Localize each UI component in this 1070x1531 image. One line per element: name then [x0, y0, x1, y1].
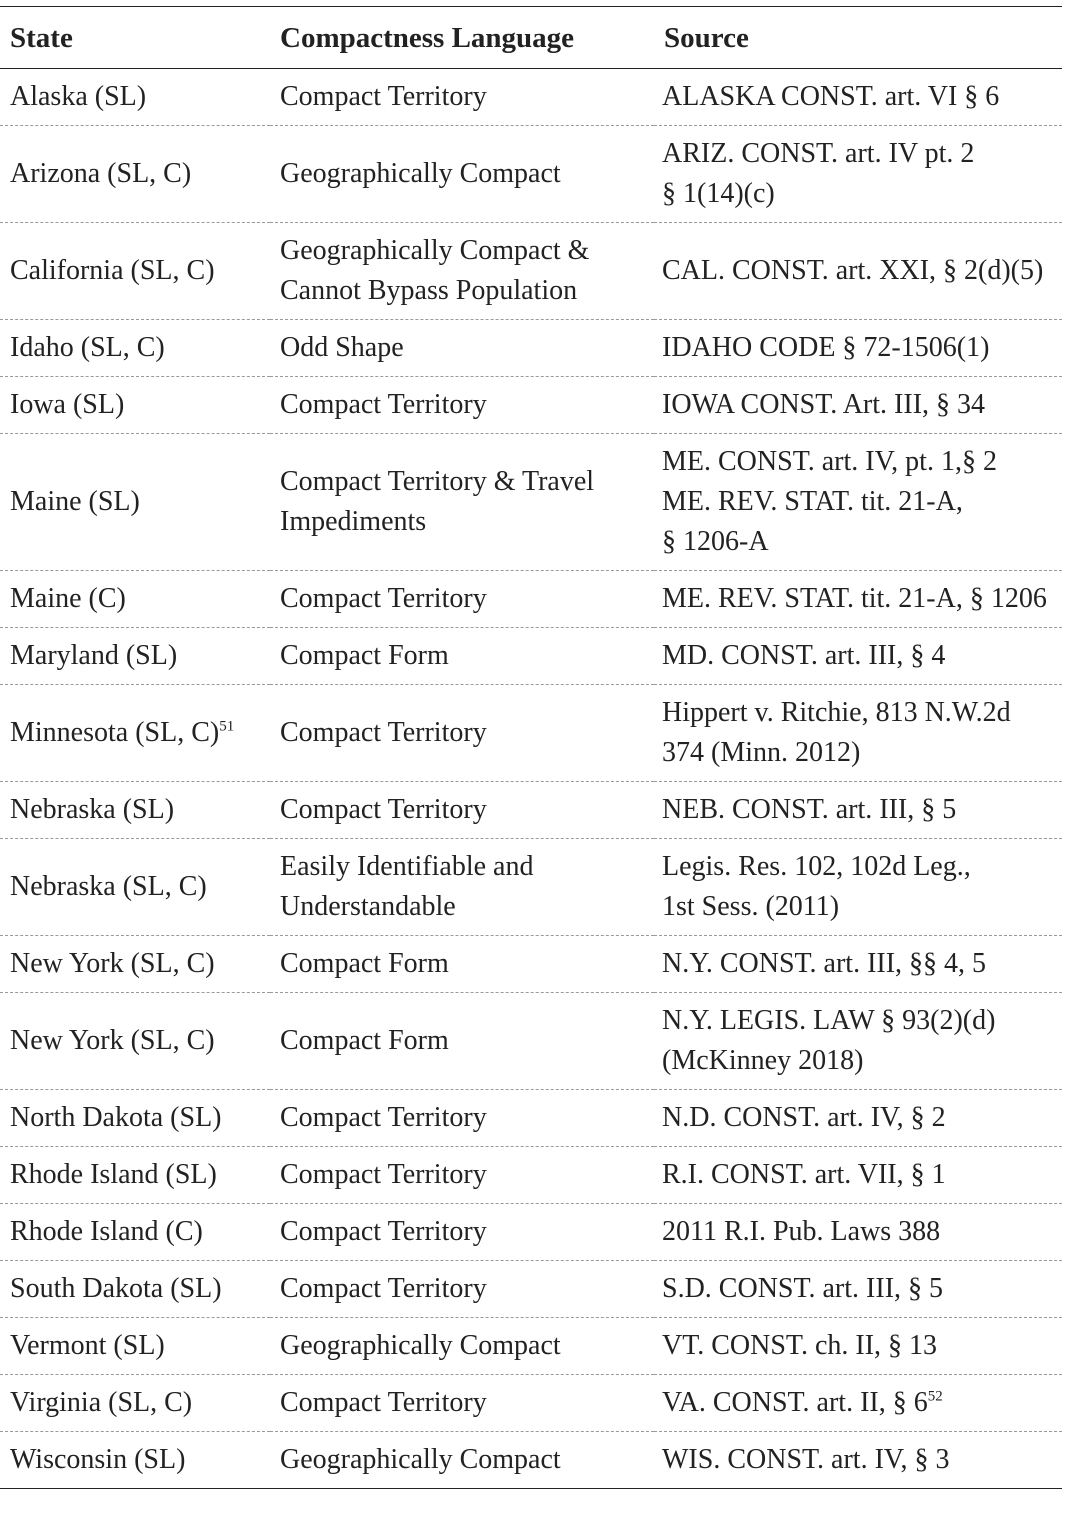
table-row	[0, 320, 1062, 377]
cell-state	[0, 377, 270, 434]
footnote-marker: 52	[927, 1388, 943, 1405]
compactness-table-container	[0, 6, 1062, 1489]
state-text: Virginia (SL, C)	[10, 1387, 193, 1418]
source-line: § 1(14)(c)	[662, 178, 775, 209]
state-text: New York (SL, C)	[10, 948, 215, 979]
header-source: Source	[664, 21, 749, 54]
source-text: MD. CONST. art. III, § 4	[662, 640, 946, 671]
cell-compactness-language	[270, 1261, 654, 1318]
cell-compactness-language	[270, 377, 654, 434]
language-line: Easily Identifiable and	[280, 851, 534, 882]
compactness-table	[0, 6, 1062, 1489]
cell-source	[654, 434, 1062, 571]
language-text: Compact Territory	[280, 794, 487, 825]
language-text: Compact Territory	[280, 717, 487, 748]
cell-source	[654, 685, 1062, 782]
source-line: ME. REV. STAT. tit. 21-A,	[662, 486, 963, 517]
state-text: Vermont (SL)	[10, 1330, 165, 1361]
cell-compactness-language	[270, 69, 654, 126]
table-row	[0, 993, 1062, 1090]
language-line: Geographically Compact &	[280, 235, 590, 266]
source-text: IDAHO CODE § 72-1506(1)	[662, 332, 990, 363]
table-row	[0, 1204, 1062, 1261]
cell-source	[654, 839, 1062, 936]
cell-compactness-language	[270, 628, 654, 685]
cell-compactness-language	[270, 1090, 654, 1147]
language-text: Compact Territory	[280, 1273, 487, 1304]
cell-source	[654, 571, 1062, 628]
cell-source	[654, 1375, 1062, 1432]
source-text: R.I. CONST. art. VII, § 1	[662, 1159, 946, 1190]
cell-compactness-language	[270, 1432, 654, 1489]
source-line: N.Y. LEGIS. LAW § 93(2)(d)	[662, 1005, 996, 1036]
cell-compactness-language	[270, 223, 654, 320]
source-line: Legis. Res. 102, 102d Leg.,	[662, 851, 971, 882]
source-line: § 1206-A	[662, 526, 769, 557]
language-text: Geographically Compact	[280, 158, 561, 189]
cell-compactness-language	[270, 1204, 654, 1261]
table-row	[0, 839, 1062, 936]
cell-state	[0, 1090, 270, 1147]
state-text: New York (SL, C)	[10, 1025, 215, 1056]
state-text: Minnesota (SL, C)	[10, 717, 220, 748]
cell-state	[0, 1204, 270, 1261]
cell-compactness-language	[270, 993, 654, 1090]
cell-state	[0, 69, 270, 126]
cell-source	[654, 628, 1062, 685]
cell-state	[0, 936, 270, 993]
cell-state	[0, 320, 270, 377]
cell-source	[654, 223, 1062, 320]
source-line: ARIZ. CONST. art. IV pt. 2	[662, 138, 975, 169]
table-row	[0, 69, 1062, 126]
state-text: Nebraska (SL, C)	[10, 871, 207, 902]
cell-source	[654, 126, 1062, 223]
source-text: VT. CONST. ch. II, § 13	[662, 1330, 938, 1361]
header-language: Compactness Language	[280, 21, 575, 54]
cell-state	[0, 1375, 270, 1432]
language-line: Cannot Bypass Population	[280, 275, 578, 306]
state-text: Rhode Island (SL)	[10, 1159, 217, 1190]
table-row	[0, 377, 1062, 434]
language-text: Compact Territory	[280, 1387, 487, 1418]
cell-source	[654, 377, 1062, 434]
source-text: NEB. CONST. art. III, § 5	[662, 794, 957, 825]
table-header	[0, 7, 1062, 69]
cell-compactness-language	[270, 685, 654, 782]
cell-state	[0, 782, 270, 839]
language-text: Compact Form	[280, 948, 449, 979]
source-text: ALASKA CONST. art. VI § 6	[662, 81, 1000, 112]
table-row	[0, 126, 1062, 223]
cell-compactness-language	[270, 839, 654, 936]
header-state: State	[10, 21, 73, 54]
table-body	[0, 69, 1062, 1489]
cell-source	[654, 1147, 1062, 1204]
cell-compactness-language	[270, 320, 654, 377]
cell-compactness-language	[270, 1147, 654, 1204]
source-line: 374 (Minn. 2012)	[662, 737, 861, 768]
source-line: (McKinney 2018)	[662, 1045, 864, 1076]
cell-state	[0, 628, 270, 685]
cell-source	[654, 993, 1062, 1090]
language-text: Compact Territory	[280, 1102, 487, 1133]
cell-source	[654, 69, 1062, 126]
cell-source	[654, 1261, 1062, 1318]
table-row	[0, 685, 1062, 782]
cell-state	[0, 126, 270, 223]
state-text: Maine (SL)	[10, 486, 140, 517]
language-line: Compact Territory & Travel	[280, 466, 595, 497]
state-text: Alaska (SL)	[10, 81, 147, 112]
cell-state	[0, 434, 270, 571]
source-text: S.D. CONST. art. III, § 5	[662, 1273, 944, 1304]
cell-compactness-language	[270, 782, 654, 839]
table-row	[0, 1432, 1062, 1489]
language-text: Geographically Compact	[280, 1444, 561, 1475]
state-text: Arizona (SL, C)	[10, 158, 192, 189]
state-text: South Dakota (SL)	[10, 1273, 222, 1304]
table-row	[0, 1261, 1062, 1318]
language-text: Compact Territory	[280, 389, 487, 420]
cell-source	[654, 320, 1062, 377]
cell-state	[0, 839, 270, 936]
cell-compactness-language	[270, 1318, 654, 1375]
table-row	[0, 936, 1062, 993]
state-text: Nebraska (SL)	[10, 794, 175, 825]
table-row	[0, 782, 1062, 839]
language-text: Compact Territory	[280, 1216, 487, 1247]
cell-source	[654, 782, 1062, 839]
language-text: Geographically Compact	[280, 1330, 561, 1361]
language-text: Compact Territory	[280, 81, 487, 112]
source-line: Hippert v. Ritchie, 813 N.W.2d	[662, 697, 1011, 728]
cell-state	[0, 223, 270, 320]
table-row	[0, 1375, 1062, 1432]
language-line: Understandable	[280, 891, 456, 922]
language-text: Compact Territory	[280, 583, 487, 614]
language-text: Compact Form	[280, 640, 449, 671]
state-text: Wisconsin (SL)	[10, 1444, 186, 1475]
cell-state	[0, 571, 270, 628]
source-line: ME. CONST. art. IV, pt. 1,§ 2	[662, 446, 997, 477]
state-text: Idaho (SL, C)	[10, 332, 165, 363]
footnote-marker: 51	[219, 718, 235, 735]
cell-state	[0, 1432, 270, 1489]
state-text: Maine (C)	[10, 583, 126, 614]
language-text: Odd Shape	[280, 332, 404, 363]
cell-compactness-language	[270, 126, 654, 223]
table-row	[0, 628, 1062, 685]
state-text: Rhode Island (C)	[10, 1216, 203, 1247]
table-row	[0, 223, 1062, 320]
language-text: Compact Territory	[280, 1159, 487, 1190]
cell-state	[0, 1147, 270, 1204]
header-row	[0, 7, 1062, 69]
state-text: Maryland (SL)	[10, 640, 178, 671]
table-row	[0, 1318, 1062, 1375]
table-row	[0, 1147, 1062, 1204]
cell-source	[654, 1090, 1062, 1147]
cell-compactness-language	[270, 1375, 654, 1432]
source-text: CAL. CONST. art. XXI, § 2(d)(5)	[662, 255, 1044, 286]
source-line: 1st Sess. (2011)	[662, 891, 840, 922]
cell-compactness-language	[270, 434, 654, 571]
table-row	[0, 571, 1062, 628]
source-text: VA. CONST. art. II, § 6	[662, 1387, 928, 1418]
table-row	[0, 434, 1062, 571]
language-text: Compact Form	[280, 1025, 449, 1056]
language-line: Impediments	[280, 506, 427, 537]
source-text: WIS. CONST. art. IV, § 3	[662, 1444, 950, 1475]
cell-state	[0, 1318, 270, 1375]
cell-source	[654, 1204, 1062, 1261]
state-text: California (SL, C)	[10, 255, 215, 286]
cell-compactness-language	[270, 571, 654, 628]
cell-state	[0, 685, 270, 782]
cell-compactness-language	[270, 936, 654, 993]
source-text: N.D. CONST. art. IV, § 2	[662, 1102, 946, 1133]
cell-source	[654, 1432, 1062, 1489]
source-text: N.Y. CONST. art. III, §§ 4, 5	[662, 948, 987, 979]
state-text: North Dakota (SL)	[10, 1102, 222, 1133]
table-row	[0, 1090, 1062, 1147]
cell-state	[0, 993, 270, 1090]
state-text: Iowa (SL)	[10, 389, 125, 420]
cell-source	[654, 936, 1062, 993]
source-text: 2011 R.I. Pub. Laws 388	[662, 1216, 941, 1247]
cell-state	[0, 1261, 270, 1318]
cell-source	[654, 1318, 1062, 1375]
source-text: IOWA CONST. Art. III, § 34	[662, 389, 986, 420]
source-text: ME. REV. STAT. tit. 21-A, § 1206	[662, 583, 1047, 614]
